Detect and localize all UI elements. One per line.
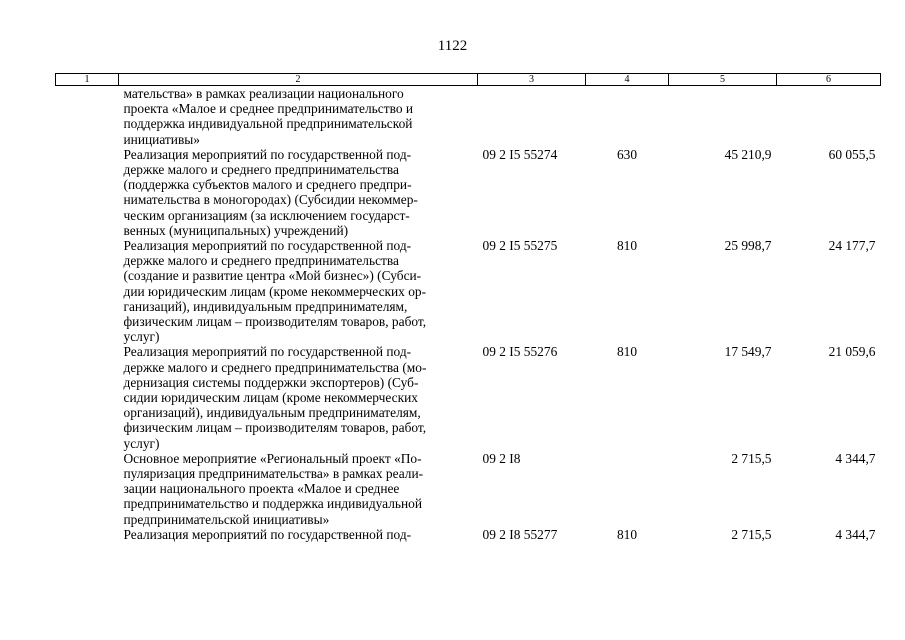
amount-col-6-cell: 21 059,6 bbox=[828, 344, 876, 360]
description-line: держке малого и среднего предпринимательства bbox=[123, 162, 399, 178]
expense-type-cell: 810 bbox=[616, 344, 638, 360]
header-col-6: 6 bbox=[777, 74, 881, 86]
description-line: инициативы» bbox=[123, 131, 200, 147]
header-col-1: 1 bbox=[56, 74, 119, 86]
expense-type-cell bbox=[586, 451, 669, 527]
description-line: пуляризация предпринимательства» в рамках реали- bbox=[123, 466, 424, 482]
description-line: организаций), индивидуальным предпринимателям, bbox=[123, 405, 421, 421]
budget-table bbox=[55, 73, 881, 542]
table-row bbox=[56, 344, 881, 450]
target-code-cell bbox=[478, 86, 586, 147]
target-code-cell: 09 2 I5 55276 bbox=[482, 344, 558, 360]
table-header bbox=[56, 74, 881, 86]
cell-col-1 bbox=[56, 147, 119, 238]
amount-col-5-cell bbox=[669, 86, 777, 147]
header-col-2: 2 bbox=[119, 74, 478, 86]
table-row bbox=[56, 147, 881, 238]
description-line: нимательства в моногородах) (Субсидии некоммер- bbox=[123, 192, 418, 208]
description-line: (поддержка субъектов малого и среднего предпри- bbox=[123, 177, 412, 193]
amount-col-6-cell: 24 177,7 bbox=[828, 238, 876, 254]
description-line: Основное мероприятие «Региональный проект «По- bbox=[123, 450, 422, 466]
target-code-cell: 09 2 I5 55275 bbox=[482, 238, 558, 254]
amount-col-6-cell: 60 055,5 bbox=[828, 146, 876, 162]
target-code-cell: 09 2 I8 55277 bbox=[482, 526, 558, 542]
amount-col-6-cell: 4 344,7 bbox=[835, 450, 876, 466]
description-line: Реализация мероприятий по государственной под- bbox=[123, 526, 412, 542]
description-cell bbox=[119, 344, 478, 450]
table-row bbox=[56, 451, 881, 527]
description-line: дии юридическим лицам (кроме некоммерческих ор- bbox=[123, 283, 427, 299]
page-number: 1122 bbox=[437, 38, 468, 54]
description-line: Реализация мероприятий по государственной под- bbox=[123, 238, 412, 254]
expense-type-cell: 630 bbox=[616, 146, 638, 162]
description-cell bbox=[119, 147, 478, 238]
cell-col-1 bbox=[56, 86, 119, 147]
description-line: предпринимательство и поддержка индивидуальной bbox=[123, 496, 423, 512]
description-cell bbox=[119, 451, 478, 527]
description-line: физическим лицам – производителям товаров, работ, bbox=[123, 420, 427, 436]
header-col-3: 3 bbox=[478, 74, 586, 86]
cell-col-1 bbox=[56, 451, 119, 527]
amount-col-5-cell: 2 715,5 bbox=[731, 526, 772, 542]
amount-col-6-cell bbox=[777, 86, 881, 147]
description-line: предпринимательской инициативы» bbox=[123, 511, 330, 527]
description-cell bbox=[119, 86, 478, 147]
description-line: Реализация мероприятий по государственной под- bbox=[123, 146, 412, 162]
amount-col-6-cell: 4 344,7 bbox=[835, 526, 876, 542]
expense-type-cell: 810 bbox=[616, 526, 638, 542]
target-code-cell: 09 2 I8 bbox=[482, 450, 521, 466]
table-row bbox=[56, 86, 881, 147]
description-line: ческим организациям (за исключением государст- bbox=[123, 207, 410, 223]
amount-col-5-cell: 25 998,7 bbox=[724, 238, 772, 254]
header-row bbox=[56, 74, 881, 86]
description-line: зации национального проекта «Малое и среднее bbox=[123, 481, 400, 497]
description-line: дернизация системы поддержки экспортеров) (Суб- bbox=[123, 374, 419, 390]
description-line: (создание и развитие центра «Мой бизнес») (Субси- bbox=[123, 268, 422, 284]
header-col-4: 4 bbox=[586, 74, 669, 86]
description-line: венных (муниципальных) учреждений) bbox=[123, 222, 349, 238]
description-line: держке малого и среднего предпринимательства bbox=[123, 253, 399, 269]
cell-col-1 bbox=[56, 344, 119, 450]
description-cell bbox=[119, 527, 478, 542]
expense-type-cell bbox=[586, 86, 669, 147]
table-body bbox=[56, 86, 881, 543]
description-line: проекта «Малое и среднее предпринимательство и bbox=[123, 101, 414, 117]
table-row bbox=[56, 238, 881, 344]
cell-col-1 bbox=[56, 238, 119, 344]
table-row bbox=[56, 527, 881, 542]
description-line: держке малого и среднего предпринимательства (мо- bbox=[123, 359, 427, 375]
description-cell bbox=[119, 238, 478, 344]
expense-type-cell: 810 bbox=[616, 238, 638, 254]
amount-col-5-cell: 17 549,7 bbox=[724, 344, 772, 360]
amount-col-5-cell: 2 715,5 bbox=[731, 450, 772, 466]
target-code-cell: 09 2 I5 55274 bbox=[482, 146, 558, 162]
description-line: Реализация мероприятий по государственной под- bbox=[123, 344, 412, 360]
description-line: мательства» в рамках реализации национального bbox=[123, 86, 404, 101]
description-line: сидии юридическим лицам (кроме некоммерческих bbox=[123, 390, 418, 406]
header-col-5: 5 bbox=[669, 74, 777, 86]
description-line: поддержка индивидуальной предпринимательской bbox=[123, 116, 413, 132]
amount-col-5-cell: 45 210,9 bbox=[724, 146, 772, 162]
cell-col-1 bbox=[56, 527, 119, 542]
description-line: физическим лицам – производителям товаров, работ, bbox=[123, 314, 427, 330]
description-line: услуг) bbox=[123, 329, 160, 345]
description-line: услуг) bbox=[123, 435, 160, 451]
description-line: ганизаций), индивидуальным предпринимателям, bbox=[123, 298, 408, 314]
